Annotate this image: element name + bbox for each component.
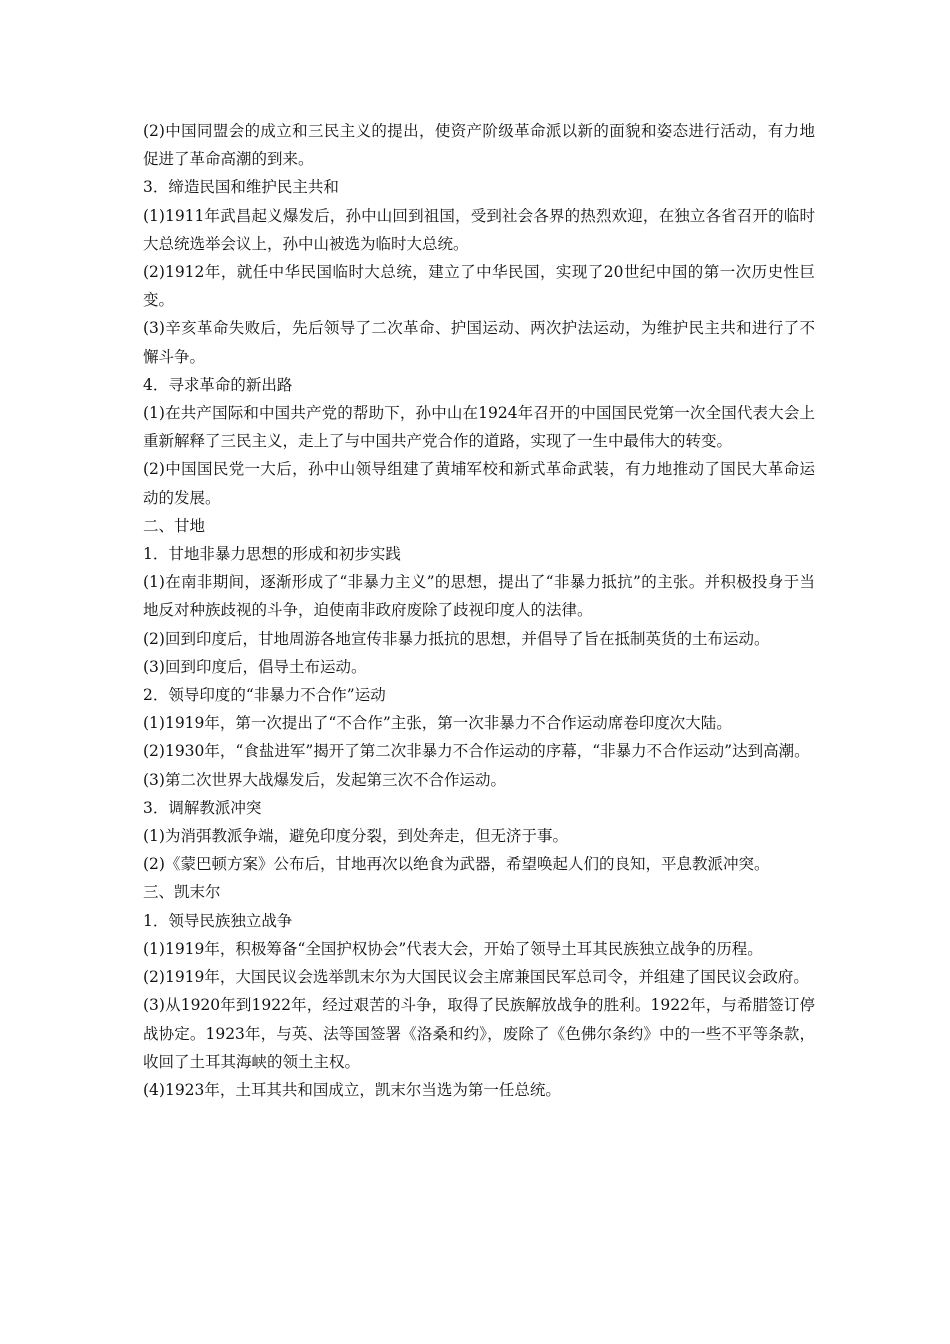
section-heading: 4．寻求革命的新出路 xyxy=(143,375,293,394)
paragraph: (4)1923年，土耳其共和国成立，凯末尔当选为第一任总统。 xyxy=(143,1080,561,1099)
paragraph: (3)第二次世界大战爆发后，发起第三次不合作运动。 xyxy=(143,770,506,789)
section-heading: 3．缔造民国和维护民主共和 xyxy=(143,178,339,197)
paragraph: (3)辛亥革命失败后，先后领导了二次革命、护国运动、两次护法运动，为维护民主共和进行了不懈斗争。 xyxy=(143,319,815,366)
section-heading: 2．领导印度的“非暴力不合作”运动 xyxy=(143,686,386,705)
paragraph: (1)在共产国际和中国共产党的帮助下，孙中山在1924年召开的中国国民党第一次全国代表大会上重新解释了三民主义，走上了与中国共产党合作的道路，实现了一生中最伟大的转变。 xyxy=(143,404,815,451)
paragraph: (2)中国同盟会的成立和三民主义的提出，使资产阶级革命派以新的面貌和姿态进行活动，有力地促进了革命高潮的到来。 xyxy=(143,122,815,169)
paragraph: (2)1919年，大国民议会选举凯末尔为大国民议会主席兼国民军总司令，并组建了国民议会政府。 xyxy=(143,968,809,987)
paragraph: (1)1911年武昌起义爆发后，孙中山回到祖国，受到社会各界的热烈欢迎，在独立各省召开的临时大总统选举会议上，孙中山被选为临时大总统。 xyxy=(143,206,815,253)
paragraph: (2)1930年，“食盐进军”揭开了第二次非暴力不合作运动的序幕，“非暴力不合作运动”达到高潮。 xyxy=(143,742,810,761)
paragraph: (2)中国国民党一大后，孙中山领导组建了黄埔军校和新式革命武装，有力地推动了国民大革命运动的发展。 xyxy=(143,460,815,507)
paragraph: (3)回到印度后，倡导土布运动。 xyxy=(143,657,367,676)
section-heading: 3．调解教派冲突 xyxy=(143,798,262,817)
paragraph: (1)在南非期间，逐渐形成了“非暴力主义”的思想，提出了“非暴力抵抗”的主张。并积极投身于当地反对种族歧视的斗争，迫使南非政府废除了歧视印度人的法律。 xyxy=(143,573,815,620)
paragraph: (3)从1920年到1922年，经过艰苦的斗争，取得了民族解放战争的胜利。1922年，与希腊签订停战协定。1923年，与英、法等国签署《洛桑和约》，废除了《色佛尔条约》中的一些不平等条款，收回了土耳其海峡的领土主权。 xyxy=(143,996,815,1071)
chapter-heading: 二、甘地 xyxy=(143,516,206,535)
chapter-heading: 三、凯末尔 xyxy=(143,883,221,902)
paragraph: (2)《蒙巴顿方案》公布后，甘地再次以绝食为武器，希望唤起人们的良知，平息教派冲突。 xyxy=(143,855,770,874)
paragraph: (2)回到印度后，甘地周游各地宣传非暴力抵抗的思想，并倡导了旨在抵制英货的土布运动。 xyxy=(143,629,770,648)
paragraph: (1)1919年，积极筹备“全国护权协会”代表大会，开始了领导土耳其民族独立战争的历程。 xyxy=(143,939,763,958)
paragraph: (1)1919年，第一次提出了“不合作”主张，第一次非暴力不合作运动席卷印度次大陆。 xyxy=(143,714,732,733)
section-heading: 1．领导民族独立战争 xyxy=(143,911,293,930)
section-heading: 1．甘地非暴力思想的形成和初步实践 xyxy=(143,545,401,564)
paragraph: (2)1912年，就任中华民国临时大总统，建立了中华民国，实现了20世纪中国的第一次历史性巨变。 xyxy=(143,263,815,310)
paragraph: (1)为消弭教派争端，避免印度分裂，到处奔走，但无济于事。 xyxy=(143,827,568,846)
document-page xyxy=(143,117,815,1104)
